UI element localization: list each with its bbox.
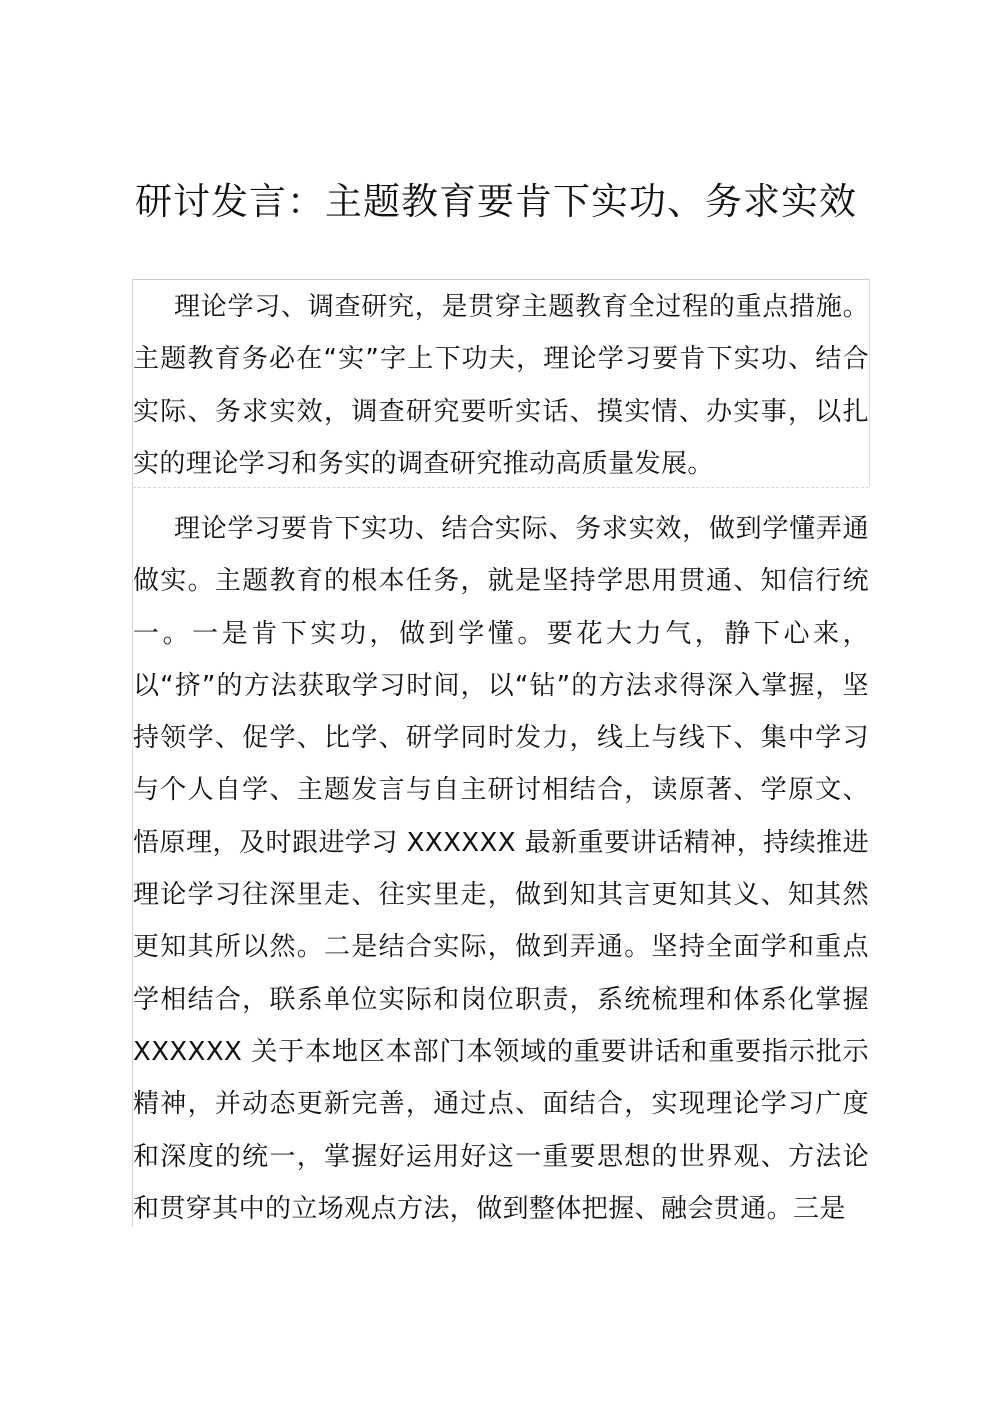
paragraph-intro: 理论学习、调查研究，是贯穿主题教育全过程的重点措施。主题教育务必在“实”字上下功夫，理论学习要肯下实功、结合实际、务求实效，调查研究要听实话、摸实情、办实事，以扎实的理论学习和务实的调查研究推动高质量发展。 <box>133 292 869 479</box>
text-frame-right-border <box>869 279 870 487</box>
document-body <box>133 280 869 1237</box>
paragraph-theory-study: 理论学习要肯下实功、结合实际、务求实效，做到学懂弄通做实。主题教育的根本任务，就是坚持学思用贯通、知信行统一。一是肯下实功，做到学懂。要花大力气，静下心来，以“挤”的方法获取学习时间，以“钻”的方法求得深入掌握，坚持领学、促学、比学、研学同时发力，线上与线下、集中学习与个人自学、主题发言与自主研讨相结合，读原著、学原文、悟原理，及时跟进学习 XXXXXX 最新重要讲话精神，持续推进理论学习往深里走、往实里走，做到知其言更知其义、知其然更知其所以然。二是结合实际，做到弄通。坚持全面学和重点学相结合，联系单位实际和岗位职责，系统梳理和体系化掌握 XXXXXX 关于本地区本部门本领域的重要讲话和重要指示批示精神，并动态更新完善，通过点、面结合，实现理论学习广度和深度的统一，掌握好运用好这一重要思想的世界观、方法论和贯穿其中的立场观点方法，做到整体把握、融会贯通。三是 <box>133 514 869 1224</box>
document-title: 研讨发言：主题教育要肯下实功、务求实效 <box>135 180 857 223</box>
